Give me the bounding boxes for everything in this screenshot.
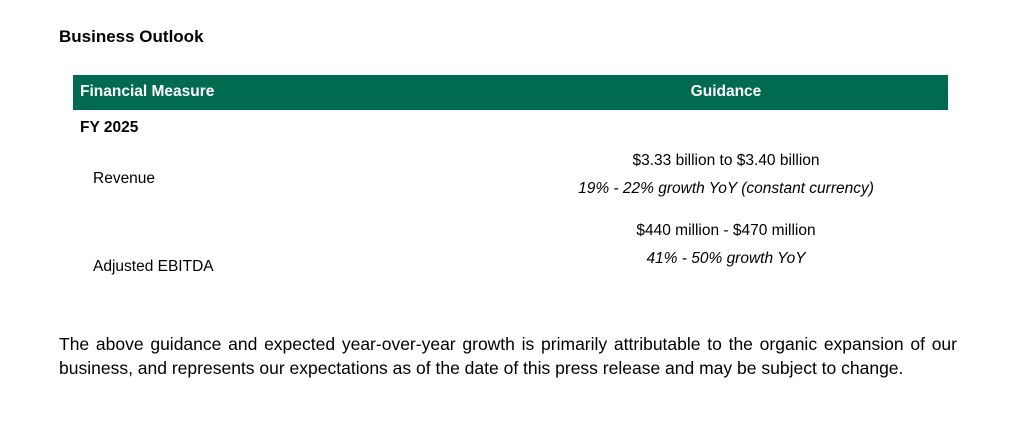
section-heading: Business Outlook [59,27,204,46]
column-header-guidance: Guidance [690,83,762,100]
period-label: FY 2025 [80,119,139,136]
guidance-ebitda-range: $440 million - $470 million [636,222,816,239]
row-label-adjusted-ebitda: Adjusted EBITDA [93,258,214,275]
guidance-ebitda-growth: 41% - 50% growth YoY [646,250,806,267]
guidance-disclaimer-paragraph: The above guidance and expected year-over-year growth is primarily attributable to the organic expansion of our business, and represents our expectations as of the date of this press release and may be subject to change. [59,334,957,378]
column-header-financial-measure: Financial Measure [80,83,215,100]
row-label-revenue: Revenue [93,170,156,187]
guidance-revenue-range: $3.33 billion to $3.40 billion [632,152,820,169]
guidance-revenue-growth: 19% - 22% growth YoY (constant currency) [578,180,874,197]
table-header-row [73,75,948,110]
